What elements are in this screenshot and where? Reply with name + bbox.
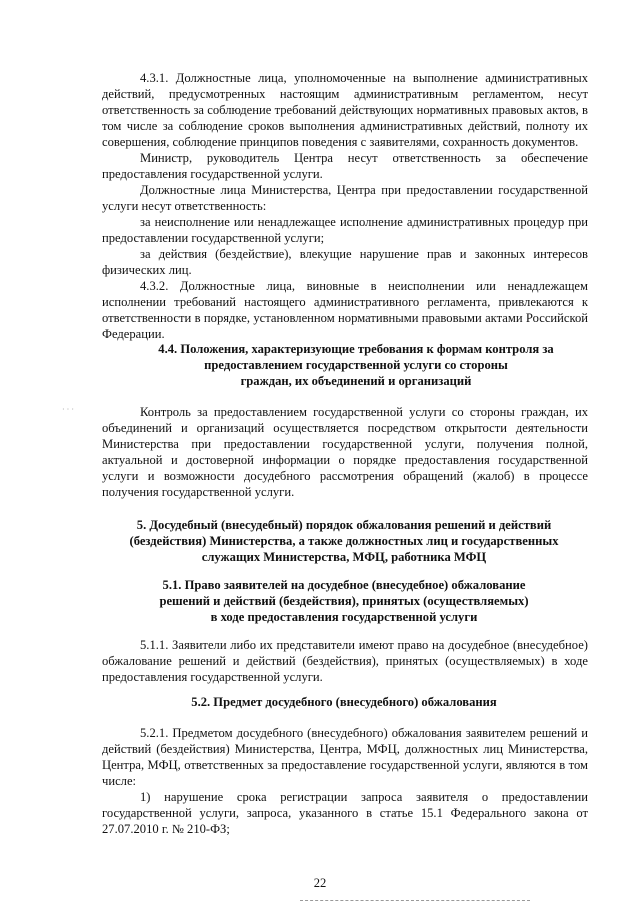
scan-bottom-edge xyxy=(300,900,530,903)
heading-5-line-3: служащих Министерства, МФЦ, работника МФЦ xyxy=(201,550,487,564)
paragraph-minister-responsibility: Министр, руководитель Центра несут ответственность за обеспечение предоставления государственной услуги. xyxy=(102,151,588,181)
paragraph-5-1-1: 5.1.1. Заявители либо их представители имеют право на досудебное (внесудебное) обжалование решений и действий (бездействия), принятых (осуществляемых) в ходе предоставления государственной услуги. xyxy=(102,638,588,684)
paragraph-4-3-1: 4.3.1. Должностные лица, уполномоченные на выполнение административных действий, предусмотренных настоящим административным регламентом, несут ответственность за соблюдение требований действующих нормативных правовых актов, в том числе за соблюдение сроков выполнения административных действий, полноту их совершения, соблюдение принципов поведения с заявителями, сохранность документов. xyxy=(102,71,588,149)
scan-artifact: · · · xyxy=(62,405,74,414)
heading-5-2-line: 5.2. Предмет досудебного (внесудебного) обжалования xyxy=(191,695,497,709)
heading-4-4-line-3: граждан, их объединений и организаций xyxy=(240,374,472,388)
heading-5-1-line-2: решений и действий (бездействия), принятых (осуществляемых) xyxy=(159,594,529,608)
heading-5 xyxy=(100,517,588,565)
paragraph-actions-inaction: за действия (бездействие), влекущие нарушение прав и законных интересов физических лиц. xyxy=(102,247,588,277)
heading-5-line-2: (бездействия) Министерства, а также должностных лиц и государственных xyxy=(129,534,559,548)
heading-4-4 xyxy=(112,341,600,389)
paragraph-5-2-1-item-1: 1) нарушение срока регистрации запроса заявителя о предоставлении государственной услуги, запроса, указанного в статье 15.1 Федерального закона от 27.07.2010 г. № 210-ФЗ; xyxy=(102,790,588,836)
heading-4-4-line-1: 4.4. Положения, характеризующие требования к формам контроля за xyxy=(158,342,554,356)
paragraph-4-3-2: 4.3.2. Должностные лица, виновные в неисполнении или ненадлежащем исполнении требований настоящего административного регламента, привлекаются к ответственности в порядке, установленном нормативными правовыми актами Российской Федерации. xyxy=(102,279,588,341)
heading-4-4-line-2: предоставлением государственной услуги со стороны xyxy=(204,358,508,372)
heading-5-2 xyxy=(100,694,588,710)
heading-5-1 xyxy=(100,577,588,625)
section-5-2-body xyxy=(102,725,588,837)
paragraph-4-4-control: Контроль за предоставлением государственной услуги со стороны граждан, их объединений и организаций осуществляется посредством открытости деятельности Министерства при предоставлении государственной услуги, получения полной, актуальной и достоверной информации о порядке предоставления государственной услуги и возможности досудебного рассмотрения обращений (жалоб) в процессе получения государственной услуги. xyxy=(102,405,588,499)
heading-5-1-line-1: 5.1. Право заявителей на досудебное (внесудебное) обжалование xyxy=(162,578,526,592)
section-4-4-body xyxy=(102,404,588,500)
heading-5-1-line-3: в ходе предоставления государственной услуги xyxy=(210,610,478,624)
paragraph-5-2-1: 5.2.1. Предметом досудебного (внесудебного) обжалования заявителем решений и действий (бездействия) Министерства, Центра, МФЦ, должностных лиц Министерства, Центра, МФЦ, ответственных за предоставление государственной услуги, являются в том числе: xyxy=(102,726,588,788)
heading-5-line-1: 5. Досудебный (внесудебный) порядок обжалования решений и действий xyxy=(136,518,552,532)
section-4-3 xyxy=(102,70,588,342)
paragraph-nonperformance: за неисполнение или ненадлежащее исполнение административных процедур при предоставлении государственной услуги; xyxy=(102,215,588,245)
page-number: 22 xyxy=(313,876,327,890)
section-5-1-body xyxy=(102,637,588,685)
paragraph-officials-responsibility: Должностные лица Министерства, Центра при предоставлении государственной услуги несут ответственность: xyxy=(102,183,588,213)
